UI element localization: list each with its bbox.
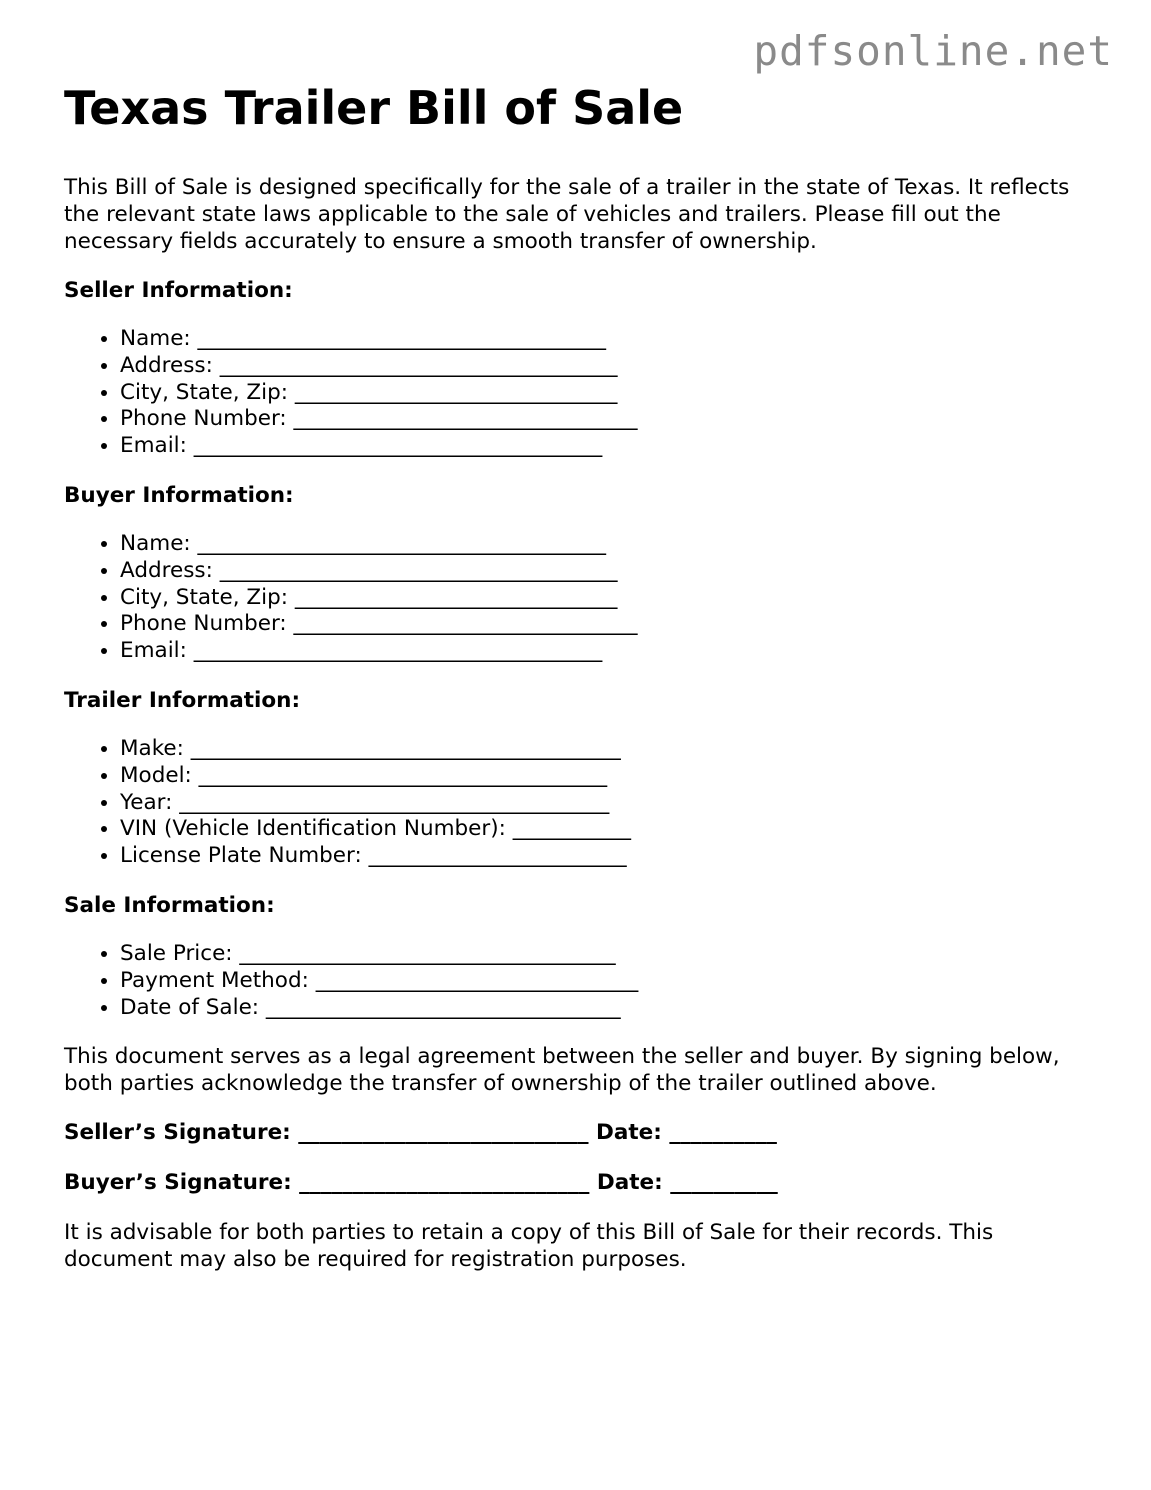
section-heading-trailer: Trailer Information: [64, 687, 301, 713]
field-seller-city-state-zip [120, 380, 1094, 407]
fill-in-blank[interactable]: ________________________________ [293, 406, 638, 432]
footer-paragraph: It is advisable for both parties to retain a copy of this Bill of Sale for their records. This document may also be required for registration purposes. [64, 1220, 994, 1273]
field-label: Date of Sale: [120, 994, 260, 1020]
field-label: Year: [120, 789, 173, 815]
field-seller-address [120, 353, 1094, 380]
buyer-signature-line [64, 1169, 1094, 1196]
buyer-date-blank[interactable]: __________ [670, 1170, 778, 1196]
sale-field-list [64, 941, 1094, 1021]
trailer-information-section [64, 687, 1094, 870]
buyer-signature-blank[interactable]: ___________________________ [299, 1170, 590, 1196]
fill-in-blank[interactable]: ______________________________ [294, 584, 618, 610]
field-buyer-email [120, 638, 1094, 665]
field-label: City, State, Zip: [120, 379, 288, 405]
field-sale-price [120, 941, 1094, 968]
seller-signature-label: Seller’s Signature: [64, 1120, 291, 1146]
section-heading-buyer: Buyer Information: [64, 482, 294, 508]
fill-in-blank[interactable]: ___________________________________ [239, 940, 616, 966]
fill-in-blank[interactable]: ______________________________ [294, 379, 618, 405]
field-label: Email: [120, 638, 187, 664]
field-seller-name [120, 326, 1094, 353]
fill-in-blank[interactable]: ______________________________ [315, 967, 639, 993]
field-label: Payment Method: [120, 967, 309, 993]
fill-in-blank[interactable]: _________________________________ [265, 994, 621, 1020]
field-trailer-model [120, 763, 1094, 790]
field-label: Name: [120, 326, 191, 351]
seller-signature-blank[interactable]: ___________________________ [298, 1120, 589, 1146]
field-label: Phone Number: [120, 406, 287, 432]
field-seller-email [120, 433, 1094, 460]
field-trailer-vin [120, 816, 1094, 843]
seller-information-section [64, 277, 1094, 460]
field-label: License Plate Number: [120, 843, 362, 869]
field-buyer-name [120, 531, 1094, 558]
seller-date-label: Date: [596, 1120, 662, 1146]
trailer-field-list [64, 736, 1094, 870]
field-trailer-year [120, 790, 1094, 817]
seller-field-list [64, 326, 1094, 460]
section-heading-sale: Sale Information: [64, 892, 275, 918]
field-label: Make: [120, 735, 184, 761]
closing-paragraph: This document serves as a legal agreement between the seller and buyer. By signing below, both parties acknowledge the transfer of ownership of the trailer outlined above. [64, 1044, 1060, 1097]
fill-in-blank[interactable]: ______________________________________ [197, 326, 607, 351]
field-label: Address: [120, 557, 213, 583]
field-trailer-make [120, 736, 1094, 763]
field-buyer-phone [120, 611, 1094, 638]
watermark-text: pdfsonline.net [753, 27, 1113, 75]
buyer-field-list [64, 531, 1094, 665]
seller-signature-line [64, 1119, 1094, 1146]
fill-in-blank[interactable]: ________________________________ [293, 611, 638, 637]
document-page [64, 80, 1094, 1273]
buyer-information-section [64, 482, 1094, 665]
field-label: Email: [120, 433, 187, 459]
section-heading-seller: Seller Information: [64, 278, 293, 303]
field-buyer-address [120, 558, 1094, 585]
fill-in-blank[interactable]: ______________________________________ [193, 638, 603, 664]
field-trailer-license-plate [120, 843, 1094, 870]
seller-date-blank[interactable]: __________ [669, 1120, 777, 1146]
document-title: Texas Trailer Bill of Sale [64, 81, 684, 135]
sale-information-section [64, 892, 1094, 1021]
field-buyer-city-state-zip [120, 585, 1094, 612]
field-label: Address: [120, 352, 213, 378]
fill-in-blank[interactable]: ______________________________________ [197, 530, 607, 556]
buyer-signature-label: Buyer’s Signature: [64, 1170, 292, 1196]
field-seller-phone [120, 406, 1094, 433]
field-label: City, State, Zip: [120, 584, 288, 610]
field-label: Sale Price: [120, 940, 233, 966]
field-payment-method [120, 968, 1094, 995]
fill-in-blank[interactable]: ______________________________________ [193, 433, 603, 459]
fill-in-blank[interactable]: ___________ [512, 816, 631, 842]
fill-in-blank[interactable]: _____________________________________ [219, 557, 618, 583]
intro-paragraph: This Bill of Sale is designed specifically for the sale of a trailer in the state of Texas. It reflects the relevant state laws applicable to the sale of vehicles and trailers. Please fill out the necessary fields accurately to ensure a smooth transfer of ownership. [64, 175, 1070, 254]
field-label: Phone Number: [120, 611, 287, 637]
fill-in-blank[interactable]: ________________________ [368, 843, 627, 869]
field-label: Model: [120, 762, 192, 788]
buyer-date-label: Date: [596, 1170, 663, 1196]
fill-in-blank[interactable]: _____________________________________ [219, 352, 618, 378]
field-date-of-sale [120, 995, 1094, 1022]
fill-in-blank[interactable]: ________________________________________ [190, 735, 621, 761]
field-label: Name: [120, 530, 191, 556]
field-label: VIN (Vehicle Identification Number): [120, 816, 506, 842]
fill-in-blank[interactable]: ______________________________________ [198, 762, 608, 788]
fill-in-blank[interactable]: ________________________________________ [179, 789, 610, 815]
